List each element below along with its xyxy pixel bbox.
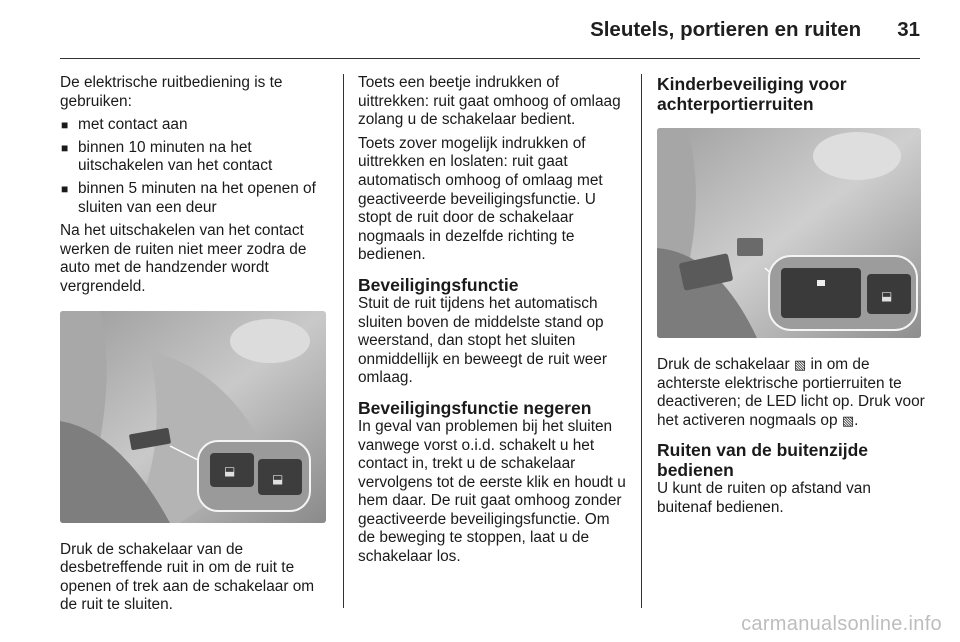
list-item: ■ binnen 10 minuten na het uitschakelen van het contact (61, 138, 273, 175)
body-text: Stuit de ruit tijdens het automatisch sluiten boven de middelste stand op weerstand, dan stopt het sluiten onmiddellijk en beweegt de ruit weer omlaag. (358, 294, 607, 387)
page-header (60, 18, 920, 48)
list-item: ■ met contact aan (61, 116, 188, 134)
svg-text:⬓: ⬓ (881, 289, 893, 303)
window-switch-photo (60, 311, 326, 523)
intro-text: De elektrische ruitbediening is te gebruiken: (60, 74, 283, 110)
figure-caption: Druk de schakelaar van de desbetreffende ruit in om de ruit te openen of trek aan de schakelaar om de ruit te sluiten. (60, 540, 315, 614)
page-number: 31 (897, 18, 920, 41)
bullet-icon: ■ (61, 118, 69, 133)
section-heading-safety: Beveiligingsfunctie (358, 274, 519, 295)
header-rule (60, 58, 920, 59)
body-text: Toets zover mogelijk indrukken of uittrekken en loslaten: ruit gaat automatisch omhoog of omlaag met geactiveerde beveiligingsfunctie. U stopt de ruit door de schakelaar nogmaals in dezelfde richting te bedienen. (358, 134, 603, 264)
column-3 (657, 74, 925, 523)
bullet-icon: ■ (61, 181, 69, 196)
child-lock-icon: ▧ (793, 357, 807, 372)
column-1 (60, 74, 328, 620)
body-text: U kunt de ruiten op afstand van buitenaf bedienen. (657, 480, 871, 516)
column-2 (358, 74, 628, 572)
watermark: carmanualsonline.info (741, 613, 942, 635)
body-text: Na het uitschakelen van het contact werken de ruiten niet meer zodra de auto met de handzender wordt vergrendeld. (60, 222, 307, 295)
body-text: Druk de schakelaar ▧ in om de achterste elektrische portierruiten te deactiveren; de LED licht op. Druk voor het activeren nogmaals op ▧. (657, 356, 925, 429)
svg-text:⬓: ⬓ (224, 463, 236, 478)
section-heading-child-lock: Kinderbeveiliging voor achterportierruiten (657, 74, 847, 114)
conditions-list (60, 116, 328, 217)
section-heading-override: Beveiligingsfunctie negeren (358, 397, 592, 418)
bullet-icon: ■ (61, 140, 69, 155)
column-divider (343, 74, 344, 608)
section-heading-remote: Ruiten van de buitenzijde bedienen (657, 440, 868, 481)
body-text: Toets een beetje indrukken of uittrekken: ruit gaat omhoog of omlaag zolang u de schakelaar bedient. (358, 74, 621, 129)
child-lock-icon: ▧ (841, 412, 855, 428)
child-lock-switch-photo (657, 128, 921, 338)
body-text: In geval van problemen bij het sluiten vanwege vorst o.i.d. schakelt u het contact in, trekt u de schakelaar vervolgens tot de eerste klik en houdt u hem daar. De ruit gaat omhoog zonder geactiveerde beveiligingsfunctie. Om de beweging te stoppen, laat u de schakelaar los. (358, 417, 626, 566)
svg-text:⬓: ⬓ (272, 471, 284, 486)
column-divider (641, 74, 642, 608)
page-title: Sleutels, portieren en ruiten (590, 18, 862, 41)
list-item: ■ binnen 5 minuten na het openen of sluiten van een deur (61, 179, 316, 216)
